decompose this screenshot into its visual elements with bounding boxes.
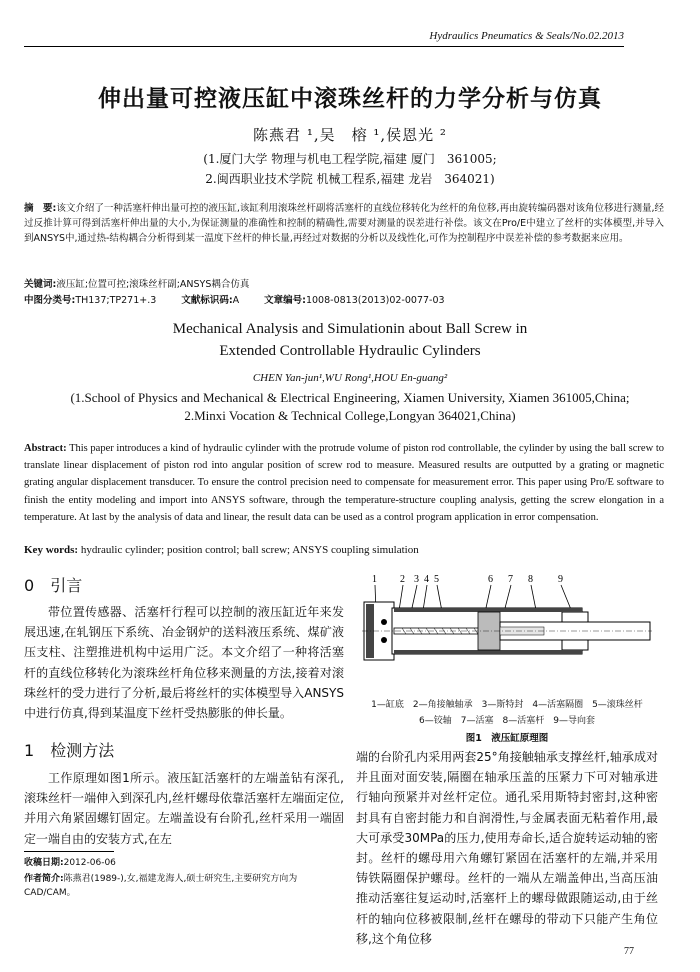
fig-label-7: 7 — [508, 574, 513, 585]
keywords-cn-label: 关键词: — [24, 279, 57, 290]
classification-cn — [24, 292, 664, 306]
abstract-en — [24, 440, 664, 526]
affiliation-cn-2: 2.闽西职业技术学院 机械工程系,福建 龙岩 364021) — [205, 172, 495, 186]
author-bio: 陈燕君(1989-),女,福建龙海人,硕士研究生,主要研究方向为CAD/CAM。 — [24, 874, 298, 898]
keywords-en-label: Key words: — [24, 544, 79, 556]
paper-title-en — [0, 318, 700, 362]
abstract-en-text: This paper introduces a kind of hydraulic cylinder with the protrude volume of piston rod controllable, the cylinder by using the ball screw to translate linear displacement of piston rod into angular position of screw rod to measure. Measured results are outputted by a grating or magnetic grating angular displacement transducer. To ensure the control precision need to compensate for measurement error. This paper using Pro/E software to finish the entity modeling and import into ANSYS software, through the temperature-structure coupling analysis, getting the screw elongation in a temperature. At last by the analysis of data and linear, the result data can be used as a control program application in error compensation. — [24, 443, 665, 523]
section-0-body — [24, 602, 344, 723]
abstract-cn-label: 摘 要: — [24, 203, 57, 214]
keywords-en-text: hydraulic cylinder; position control; ball screw; ANSYS coupling simulation — [80, 544, 419, 556]
figure-caption: 图1 液压缸原理图 — [465, 733, 549, 744]
fig-label-6: 6 — [488, 574, 493, 585]
section-0-heading — [24, 573, 82, 596]
header-rule — [24, 46, 624, 47]
keywords-cn — [24, 276, 664, 290]
section-0-number: 0 — [24, 576, 35, 595]
clc-label: 中图分类号: — [24, 295, 76, 306]
doc-code-value: A — [232, 295, 240, 306]
article-no-value: 1008-0813(2013)02-0077-03 — [305, 295, 445, 306]
hydraulic-cylinder-figure — [362, 572, 652, 682]
author-bio-label: 作者简介: — [24, 874, 64, 884]
section-1-number: 1 — [24, 741, 35, 760]
section-1-paragraph: 工作原理如图1所示。液压缸活塞杆的左端盖钻有深孔,滚珠丝杆一端伸入到深孔内,丝杆螺母依靠活塞杆左端面定位,并用六角紧固螺钉固定。左端盖设有台阶孔,丝杆采用一端固定一端自由的安装方式,在左 — [24, 771, 344, 846]
section-1-heading — [24, 738, 114, 761]
doc-code-label: 文献标识码: — [181, 295, 233, 306]
figure-legend-1: 1—缸底 2—角接触轴承 3—斯特封 4—活塞隔圈 5—滚珠丝杆 — [371, 700, 643, 710]
section-0-paragraph: 带位置传感器、活塞杆行程可以控制的液压缸近年来发展迅速,在轧钢压下系统、冶金钢炉的送料液压系统、煤矿液压支柱、注塑推进机构中运用广泛。本文介绍了一种将活塞杆的直线位移转化为滚珠丝杆角位移来测量的方法,接着对滚珠丝杆的受力进行了分析,最后将丝杆的实体模型导入ANSYS中进行仿真,得到某温度下丝杆受热膨胀的伸长量。 — [24, 605, 344, 721]
right-column-body — [356, 747, 658, 949]
abstract-cn-text: 该文介绍了一种活塞杆伸出量可控的液压缸,该缸利用滚珠丝杆副将活塞杆的直线位移转化为丝杆的角位移,再由旋转编码器对该角位移进行测量,经过反推计算可得到活塞杆伸出量的大小,为保证测量的准确性和控制的精确性,需要对测量的误差进行补偿。该文在Pro/E中建立了丝杆的实体模型,并导入到ANSYS中,通过热-结构耦合分析得到某一温度下丝杆的伸长量,再经过对数据的分析以及线性化,可作为控制程序中误差补偿的参考数据来应用。 — [24, 203, 664, 244]
affiliation-cn-1: (1.厦门大学 物理与机电工程学院,福建 厦门 361005; — [203, 152, 497, 166]
footnote-rule — [24, 851, 114, 852]
fig-label-8: 8 — [528, 574, 533, 585]
authors-en: CHEN Yan-jun¹,WU Rong¹,HOU En-guang² — [252, 372, 448, 384]
keywords-en — [24, 544, 664, 556]
page-number: 77 — [624, 946, 634, 957]
section-1-body — [24, 768, 344, 849]
footnote-received — [24, 856, 344, 870]
title-en-line2: Extended Controllable Hydraulic Cylinders — [219, 343, 481, 359]
bearing-ball-bottom — [381, 637, 387, 643]
section-0-title: 引言 — [50, 576, 83, 595]
affiliation-en-1: (1.School of Physics and Mechanical & Electrical Engineering, Xiamen University, Xiamen 361005,China; — [70, 390, 630, 405]
affiliation-en-2: 2.Minxi Vocation & Technical College,Longyan 364021,China) — [184, 408, 516, 423]
journal-header: Hydraulics Pneumatics & Seals/No.02.2013 — [429, 30, 624, 42]
fig-label-5: 5 — [434, 574, 439, 585]
fig-label-9: 9 — [558, 574, 563, 585]
keywords-cn-text: 液压缸;位置可控;滚珠丝杆副;ANSYS耦合仿真 — [56, 279, 250, 290]
received-date: 2012-06-06 — [63, 858, 116, 868]
title-en-line1: Mechanical Analysis and Simulationin about Ball Screw in — [172, 321, 528, 337]
fig-label-4: 4 — [424, 574, 429, 585]
right-column-paragraph: 端的台阶孔内采用两套25°角接触轴承支撑丝杆,轴承成对并且面对面安装,隔圈在轴承压盖的压紧力下可对轴承进行轴向预紧并对丝杆定位。通孔采用斯特封密封,这种密封具有自密封能力和自润滑性,与金属表面无粘着作用,最大可承受30MPa的压力,使用寿命长,适合旋转运动轴的密封。丝杆的螺母用六角螺钉紧固在活塞杆的左端,并采用铸铁隔圈保护螺母。丝杆的一端从左端盖伸出,当高压油推动活塞往复运动时,活塞杆上的螺母做跟随运动,由于丝杆的轴向位移被限制,丝杆在螺母的带动下只能产生角位移,这个角位移 — [356, 750, 658, 946]
section-1-title: 检测方法 — [50, 741, 115, 760]
footnote-author — [24, 872, 344, 900]
abstract-en-label: Abstract: — [24, 443, 67, 454]
paper-title-cn: 伸出量可控液压缸中滚珠丝杆的力学分析与仿真 — [98, 86, 602, 112]
fig-label-1: 1 — [372, 574, 377, 585]
fig-label-3: 3 — [414, 574, 419, 585]
article-no-label: 文章编号: — [264, 295, 306, 306]
bearing-ball-top — [381, 619, 387, 625]
authors-cn: 陈燕君 ¹,吴 榕 ¹,侯恩光 ² — [253, 126, 447, 144]
received-label: 收稿日期: — [24, 858, 64, 868]
figure-legend-2: 6—铰轴 7—活塞 8—活塞杆 9—导向套 — [419, 716, 595, 726]
abstract-cn — [24, 201, 664, 246]
clc-value: TH137;TP271+.3 — [75, 295, 157, 306]
fig-label-2: 2 — [400, 574, 405, 585]
